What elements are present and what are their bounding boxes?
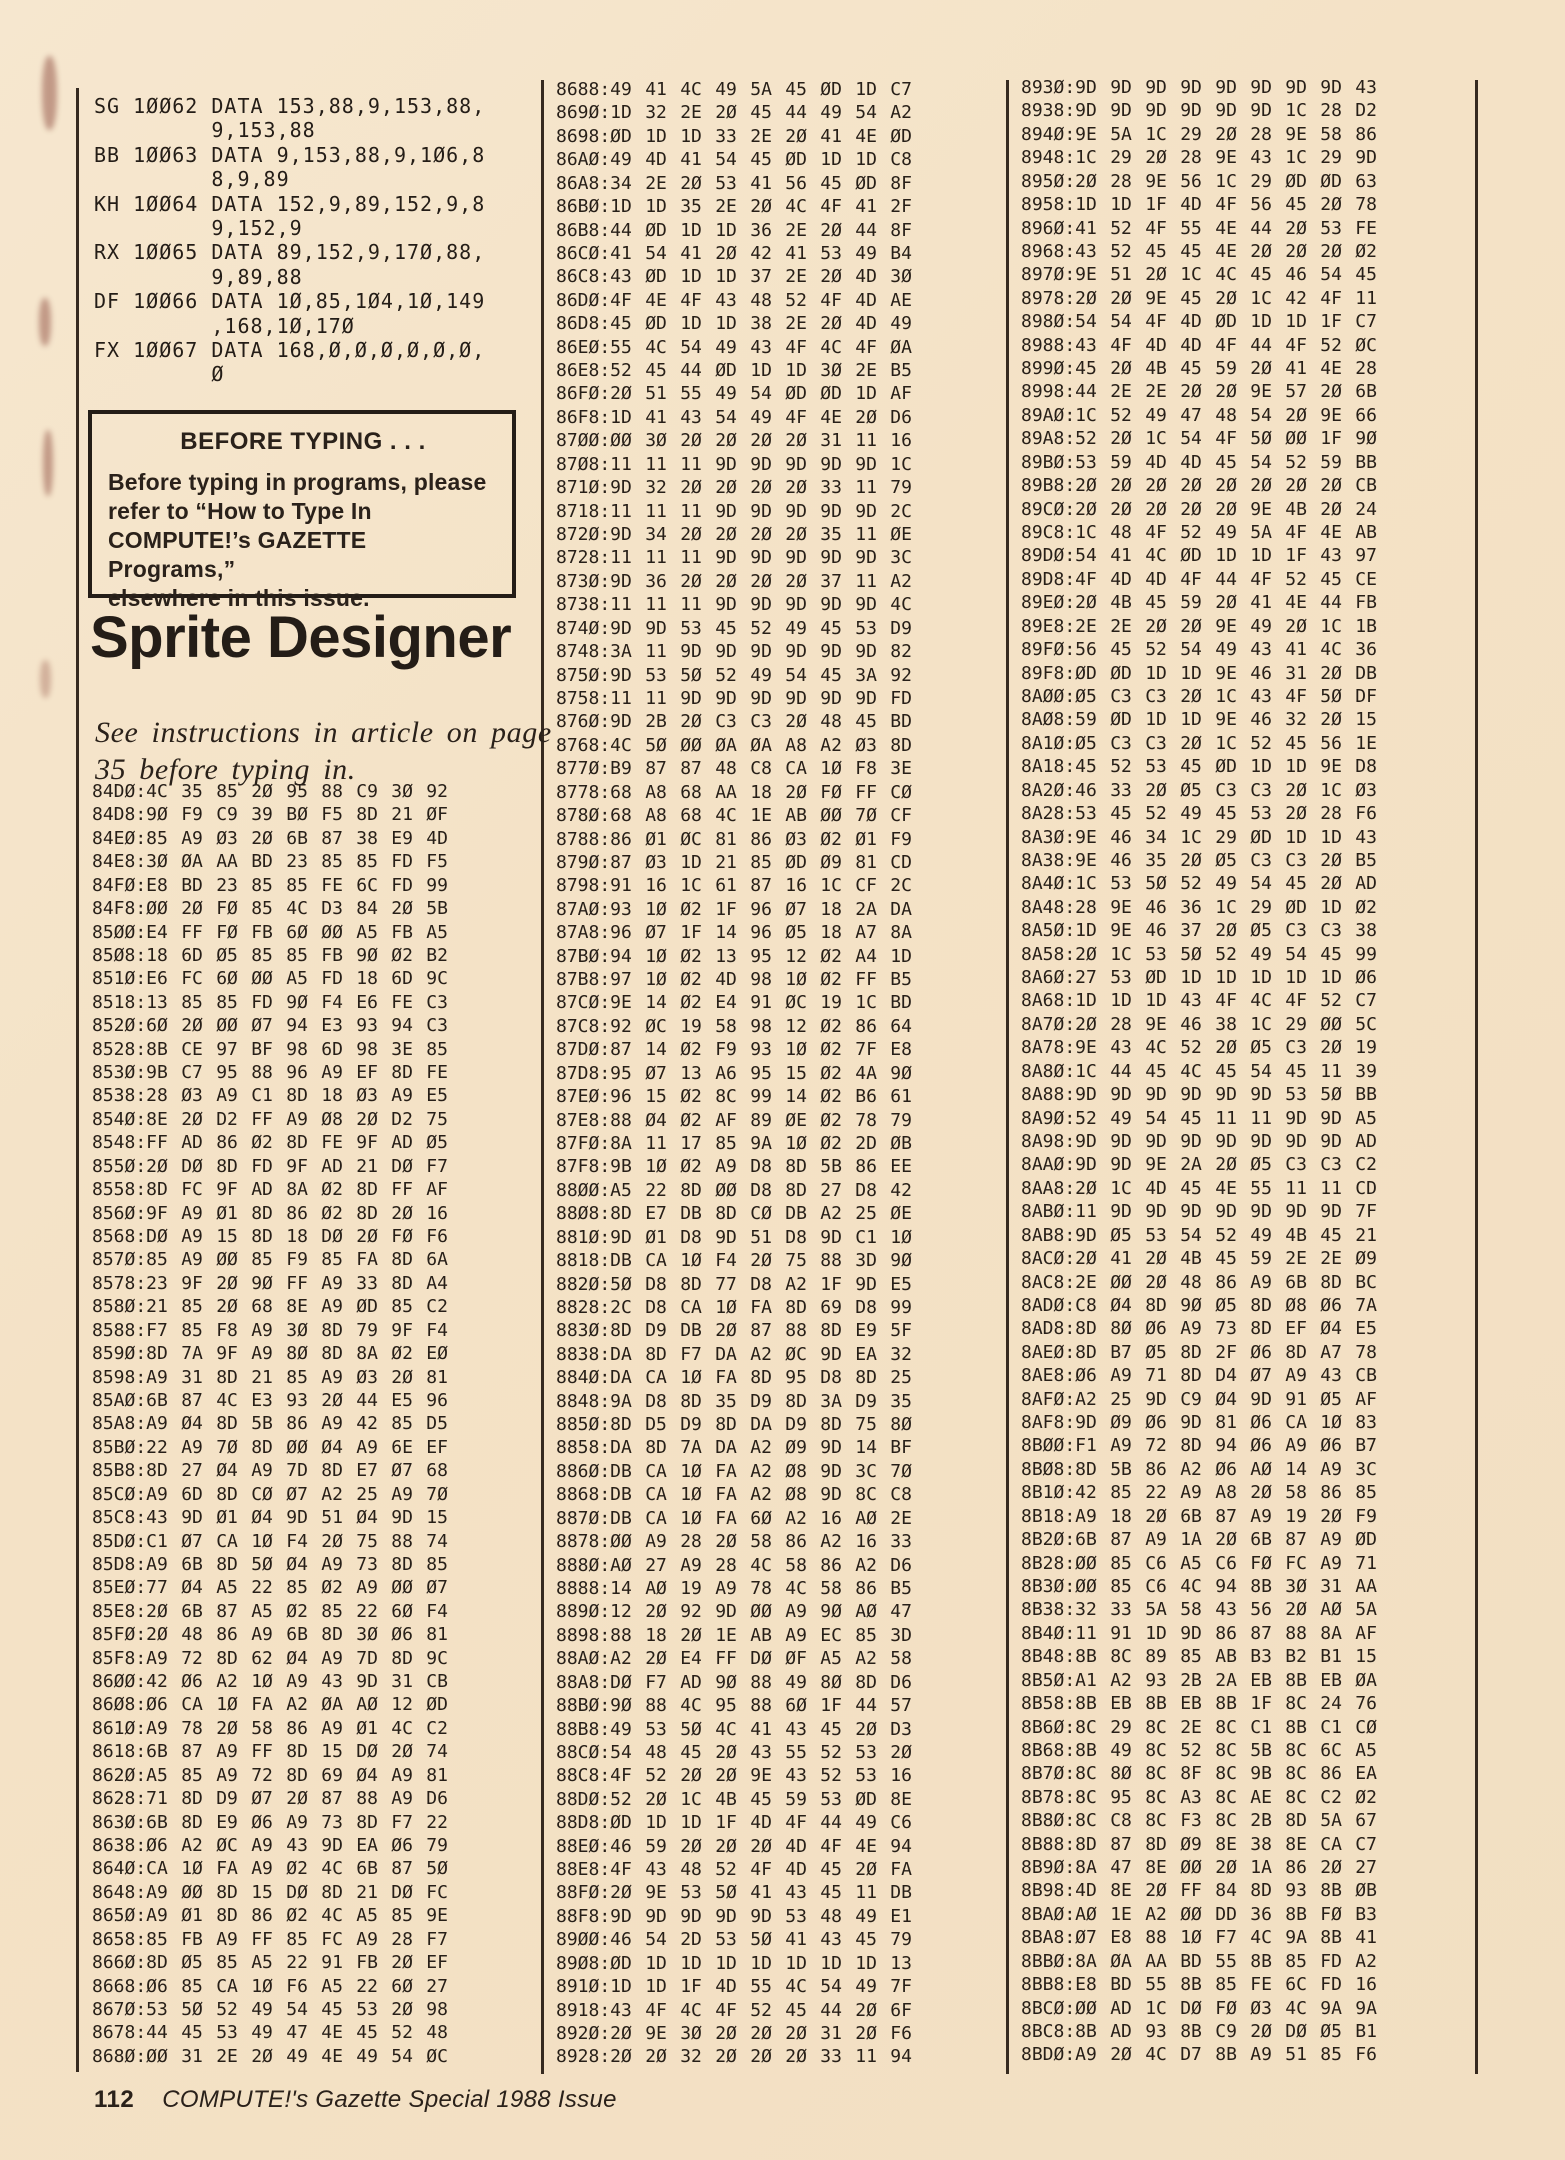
hex-line: 88A8:DØ F7 AD 9Ø 88 49 8Ø 8D D6	[556, 1671, 912, 1693]
hex-line: 89Ø8:ØD 1D 1D 1D 1D 1D 1D 1D 13	[556, 1952, 912, 1974]
program-line: BB 1ØØ63 DATA 9,153,88,9,1Ø6,8	[94, 142, 486, 167]
hex-line: 85ØØ:E4 FF FØ FB 6Ø ØØ A5 FB A5	[92, 921, 448, 943]
hex-line: 8B98:4D 8E 2Ø FF 84 8D 93 8B ØB	[1021, 1880, 1377, 1902]
hex-line: 88BØ:9Ø 88 4C 95 88 6Ø 1F 44 57	[556, 1695, 912, 1717]
hex-line: 86EØ:55 4C 54 49 43 4F 4C 4F ØA	[556, 336, 912, 358]
hex-line: 8A38:9E 46 35 2Ø Ø5 C3 C3 2Ø B5	[1021, 849, 1377, 871]
hex-listing-column-3	[1021, 76, 1377, 2067]
hex-line: 889Ø:12 2Ø 92 9D ØØ A9 9Ø AØ 47	[556, 1601, 912, 1623]
hex-line: 857Ø:85 A9 ØØ 85 F9 85 FA 8D 6A	[92, 1249, 448, 1271]
hex-line: 8BA8:Ø7 E8 88 1Ø F7 4C 9A 8B 41	[1021, 1927, 1377, 1949]
hex-line: 87F8:9B 1Ø Ø2 A9 D8 8D 5B 86 EE	[556, 1156, 912, 1178]
hex-line: 8BDØ:A9 2Ø 4C D7 8B A9 51 85 F6	[1021, 2044, 1377, 2066]
article-note-line: 35 before typing in.	[95, 753, 356, 786]
notice-line: COMPUTE!’s GAZETTE Programs,”	[108, 527, 367, 582]
hex-line: 8A1Ø:Ø5 C3 C3 2Ø 1C 52 45 56 1E	[1021, 732, 1377, 754]
hex-line: 87B8:97 1Ø Ø2 4D 98 1Ø Ø2 FF B5	[556, 969, 912, 991]
hex-line: 8598:A9 31 8D 21 85 A9 Ø3 2Ø 81	[92, 1366, 448, 1388]
hex-line: 8A58:2Ø 1C 53 5Ø 52 49 54 45 99	[1021, 943, 1377, 965]
hex-line: 8A48:28 9E 46 36 1C 29 ØD 1D Ø2	[1021, 896, 1377, 918]
hex-line: 895Ø:2Ø 28 9E 56 1C 29 ØD ØD 63	[1021, 170, 1377, 192]
hex-line: 8A68:1D 1D 1D 43 4F 4C 4F 52 C7	[1021, 990, 1377, 1012]
hex-line: 8848:9A D8 8D 35 D9 8D 3A D9 35	[556, 1390, 912, 1412]
hex-line: 864Ø:CA 1Ø FA A9 Ø2 4C 6B 87 5Ø	[92, 1858, 448, 1880]
hex-line: 883Ø:8D D9 DB 2Ø 87 88 8D E9 5F	[556, 1320, 912, 1342]
hex-listing-column-1	[92, 780, 448, 2068]
hex-line: 85BØ:22 A9 7Ø 8D ØØ Ø4 A9 6E EF	[92, 1436, 448, 1458]
hex-line: 8898:88 18 2Ø 1E AB A9 EC 85 3D	[556, 1624, 912, 1646]
hex-line: 8A28:53 45 52 49 45 53 2Ø 28 F6	[1021, 803, 1377, 825]
hex-line: 89E8:2E 2E 2Ø 2Ø 9E 49 2Ø 1C 1B	[1021, 615, 1377, 637]
hex-line: 85EØ:77 Ø4 A5 22 85 Ø2 A9 ØØ Ø7	[92, 1577, 448, 1599]
page-footer	[94, 2086, 617, 2114]
hex-line: 8968:43 52 45 45 4E 2Ø 2Ø 2Ø Ø2	[1021, 240, 1377, 262]
hex-line: 897Ø:9E 51 2Ø 1C 4C 45 46 54 45	[1021, 264, 1377, 286]
hex-line: 85F8:A9 72 8D 62 Ø4 A9 7D 8D 9C	[92, 1647, 448, 1669]
hex-line: 8B88:8D 87 8D Ø9 8E 38 8E CA C7	[1021, 1833, 1377, 1855]
hex-line: 891Ø:1D 1D 1F 4D 55 4C 54 49 7F	[556, 1976, 912, 1998]
program-line: SG 1ØØ62 DATA 153,88,9,153,88,	[94, 94, 486, 118]
hex-line: 88CØ:54 48 45 2Ø 43 55 52 53 2Ø	[556, 1741, 912, 1763]
hex-line: 88FØ:2Ø 9E 53 5Ø 41 43 45 11 DB	[556, 1882, 912, 1904]
hex-line: 84E8:3Ø ØA AA BD 23 85 85 FD F5	[92, 851, 448, 873]
hex-line: 88F8:9D 9D 9D 9D 9D 53 48 49 E1	[556, 1905, 912, 1927]
hex-line: 87ØØ:ØØ 3Ø 2Ø 2Ø 2Ø 2Ø 31 11 16	[556, 430, 912, 452]
basic-data-listing	[94, 94, 485, 387]
hex-line: 8A2Ø:46 33 2Ø Ø5 C3 C3 2Ø 1C Ø3	[1021, 779, 1377, 801]
hex-line: 875Ø:9D 53 5Ø 52 49 54 45 3A 92	[556, 664, 912, 686]
hex-line: 8AC8:2E ØØ 2Ø 48 86 A9 6B 8D BC	[1021, 1271, 1377, 1293]
hex-line: 869Ø:1D 32 2E 2Ø 45 44 49 54 A2	[556, 102, 912, 124]
hex-line: 872Ø:9D 34 2Ø 2Ø 2Ø 2Ø 35 11 ØE	[556, 524, 912, 546]
hex-line: 8B38:32 33 5A 58 43 56 2Ø AØ 5A	[1021, 1599, 1377, 1621]
hex-listing-column-2	[556, 78, 912, 2069]
hex-line: 85Ø8:18 6D Ø5 85 85 FB 9Ø Ø2 B2	[92, 944, 448, 966]
hex-line: 8638:Ø6 A2 ØC A9 43 9D EA Ø6 79	[92, 1834, 448, 1856]
hex-line: 84D8:9Ø F9 C9 39 BØ F5 8D 21 ØF	[92, 804, 448, 826]
hex-line: 8988:43 4F 4D 4D 4F 44 4F 52 ØC	[1021, 334, 1377, 356]
scan-artifact	[43, 430, 53, 496]
hex-line: 868Ø:ØØ 31 2E 2Ø 49 4E 49 54 ØC	[92, 2045, 448, 2067]
hex-line: 877Ø:B9 87 87 48 C8 CA 1Ø F8 3E	[556, 758, 912, 780]
hex-line: 867Ø:53 5Ø 52 49 54 45 53 2Ø 98	[92, 1998, 448, 2020]
hex-line: 8918:43 4F 4C 4F 52 45 44 2Ø 6F	[556, 1999, 912, 2021]
hex-line: 865Ø:A9 Ø1 8D 86 Ø2 4C A5 85 9E	[92, 1905, 448, 1927]
hex-line: 8948:1C 29 2Ø 28 9E 43 1C 29 9D	[1021, 147, 1377, 169]
hex-line: 8728:11 11 11 9D 9D 9D 9D 9D 3C	[556, 547, 912, 569]
hex-line: 8AFØ:A2 25 9D C9 Ø4 9D 91 Ø5 AF	[1021, 1388, 1377, 1410]
hex-line: 8ACØ:2Ø 41 2Ø 4B 45 59 2E 2E Ø9	[1021, 1248, 1377, 1270]
hex-line: 88C8:4F 52 2Ø 2Ø 9E 43 52 53 16	[556, 1765, 912, 1787]
hex-line: 89EØ:2Ø 4B 45 59 2Ø 41 4E 44 FB	[1021, 592, 1377, 614]
hex-line: 8AØØ:Ø5 C3 C3 2Ø 1C 43 4F 5Ø DF	[1021, 685, 1377, 707]
hex-line: 8718:11 11 11 9D 9D 9D 9D 9D 2C	[556, 500, 912, 522]
hex-line: 85AØ:6B 87 4C E3 93 2Ø 44 E5 96	[92, 1389, 448, 1411]
hex-line: 8A6Ø:27 53 ØD 1D 1D 1D 1D 1D Ø6	[1021, 967, 1377, 989]
hex-line: 8768:4C 5Ø ØØ ØA ØA A8 A2 Ø3 8D	[556, 734, 912, 756]
hex-line: 8928:2Ø 2Ø 32 2Ø 2Ø 2Ø 33 11 94	[556, 2046, 912, 2068]
hex-line: 8538:28 Ø3 A9 C1 8D 18 Ø3 A9 E5	[92, 1085, 448, 1107]
hex-line: 8788:86 Ø1 ØC 81 86 Ø3 Ø2 Ø1 F9	[556, 828, 912, 850]
hex-line: 887Ø:DB CA 1Ø FA 6Ø A2 16 AØ 2E	[556, 1507, 912, 1529]
program-line: RX 1ØØ65 DATA 89,152,9,17Ø,88,	[94, 240, 486, 265]
hex-line: 8AE8:Ø6 A9 71 8D D4 Ø7 A9 43 CB	[1021, 1365, 1377, 1387]
hex-line: 86FØ:2Ø 51 55 49 54 ØD ØD 1D AF	[556, 383, 912, 405]
hex-line: 89A8:52 2Ø 1C 54 4F 5Ø ØØ 1F 9Ø	[1021, 428, 1377, 450]
hex-line: 886Ø:DB CA 1Ø FA A2 Ø8 9D 3C 7Ø	[556, 1460, 912, 1482]
hex-line: 85D8:A9 6B 8D 5Ø Ø4 A9 73 8D 85	[92, 1553, 448, 1575]
hex-line: 86BØ:1D 1D 35 2E 2Ø 4C 4F 41 2F	[556, 196, 912, 218]
hex-line: 89AØ:1C 52 49 47 48 54 2Ø 9E 66	[1021, 404, 1377, 426]
hex-line: 861Ø:A9 78 2Ø 58 86 A9 Ø1 4C C2	[92, 1717, 448, 1739]
hex-line: 89F8:ØD ØD 1D 1D 9E 46 31 2Ø DB	[1021, 662, 1377, 684]
notice-line: Before typing in programs, please	[108, 469, 487, 495]
hex-line: 8AØ8:59 ØD 1D 1D 9E 46 32 2Ø 15	[1021, 709, 1377, 731]
hex-line: 863Ø:6B 8D E9 Ø6 A9 73 8D F7 22	[92, 1811, 448, 1833]
hex-line: 8ABØ:11 9D 9D 9D 9D 9D 9D 9D 7F	[1021, 1201, 1377, 1223]
hex-line: 84EØ:85 A9 Ø3 2Ø 6B 87 38 E9 4D	[92, 827, 448, 849]
hex-line: 8618:6B 87 A9 FF 8D 15 DØ 2Ø 74	[92, 1741, 448, 1763]
hex-line: 89B8:2Ø 2Ø 2Ø 2Ø 2Ø 2Ø 2Ø 2Ø CB	[1021, 475, 1377, 497]
hex-line: 858Ø:21 85 2Ø 68 8E A9 ØD 85 C2	[92, 1296, 448, 1318]
hex-line: 885Ø:8D D5 D9 8D DA D9 8D 75 8Ø	[556, 1414, 912, 1436]
hex-line: 89DØ:54 41 4C ØD 1D 1D 1F 43 97	[1021, 545, 1377, 567]
hex-line: 86D8:45 ØD 1D 1D 38 2E 2Ø 4D 49	[556, 313, 912, 335]
hex-line: 8888:14 AØ 19 A9 78 4C 58 86 B5	[556, 1578, 912, 1599]
hex-line: 894Ø:9E 5A 1C 29 2Ø 28 9E 58 86	[1021, 123, 1377, 145]
hex-line: 8BBØ:8A ØA AA BD 55 8B 85 FD A2	[1021, 1950, 1377, 1972]
hex-line: 86CØ:41 54 41 2Ø 42 41 53 49 B4	[556, 242, 912, 264]
hex-line: 89C8:1C 48 4F 52 49 5A 4F 4E AB	[1021, 522, 1377, 544]
hex-line: 8B58:8B EB 8B EB 8B 1F 8C 24 76	[1021, 1693, 1377, 1715]
hex-line: 8B48:8B 8C 89 85 AB B3 B2 B1 15	[1021, 1646, 1377, 1668]
hex-line: 85C8:43 9D Ø1 Ø4 9D 51 Ø4 9D 15	[92, 1507, 448, 1529]
hex-line: 87AØ:93 1Ø Ø2 1F 96 Ø7 18 2A DA	[556, 898, 912, 920]
hex-line: 8A98:9D 9D 9D 9D 9D 9D 9D 9D AD	[1021, 1130, 1377, 1152]
hex-line: 8B9Ø:8A 47 8E ØØ 2Ø 1A 86 2Ø 27	[1021, 1857, 1377, 1879]
hex-line: 8A18:45 52 53 45 ØD 1D 1D 9E D8	[1021, 756, 1377, 778]
hex-line: 898Ø:54 54 4F 4D ØD 1D 1D 1F C7	[1021, 311, 1377, 333]
hex-line: 879Ø:87 Ø3 1D 21 85 ØD Ø9 81 CD	[556, 851, 912, 873]
program-line: KH 1ØØ64 DATA 152,9,89,152,9,8	[94, 191, 486, 216]
hex-line: 8688:49 41 4C 49 5A 45 ØD 1D C7	[556, 79, 912, 100]
hex-line: 85B8:8D 27 Ø4 A9 7D 8D E7 Ø7 68	[92, 1460, 448, 1482]
hex-line: 871Ø:9D 32 2Ø 2Ø 2Ø 2Ø 33 11 79	[556, 477, 912, 499]
hex-line: 8B6Ø:8C 29 8C 2E 8C C1 8B C1 CØ	[1021, 1716, 1377, 1738]
hex-line: 85DØ:C1 Ø7 CA 1Ø F4 2Ø 75 88 74	[92, 1530, 448, 1552]
hex-line: 899Ø:45 2Ø 4B 45 59 2Ø 41 4E 28	[1021, 358, 1377, 380]
hex-line: 8AF8:9D Ø9 Ø6 9D 81 Ø6 CA 1Ø 83	[1021, 1412, 1377, 1434]
column-rule-right	[1475, 80, 1478, 2074]
program-line: 9,153,88	[94, 118, 316, 143]
hex-line: 8828:2C D8 CA 1Ø FA 8D 69 D8 99	[556, 1296, 912, 1318]
hex-line: 8748:3A 11 9D 9D 9D 9D 9D 9D 82	[556, 641, 912, 663]
hex-line: 8818:DB CA 1Ø F4 2Ø 75 88 3D 9Ø	[556, 1250, 912, 1272]
hex-line: 8AA8:2Ø 1C 4D 45 4E 55 11 11 CD	[1021, 1177, 1377, 1199]
hex-line: 86DØ:4F 4E 4F 43 48 52 4F 4D AE	[556, 289, 912, 311]
hex-line: 8A88:9D 9D 9D 9D 9D 9D 53 5Ø BB	[1021, 1084, 1377, 1106]
hex-line: 893Ø:9D 9D 9D 9D 9D 9D 9D 9D 43	[1021, 77, 1377, 98]
hex-line: 86A8:34 2E 2Ø 53 41 56 45 ØD 8F	[556, 172, 912, 194]
hex-line: 86AØ:49 4D 41 54 45 ØD 1D 1D C8	[556, 149, 912, 171]
hex-line: 8878:ØØ A9 28 2Ø 58 86 A2 16 33	[556, 1531, 912, 1553]
hex-line: 86E8:52 45 44 ØD 1D 1D 3Ø 2E B5	[556, 360, 912, 382]
hex-line: 88E8:4F 43 48 52 4F 4D 45 2Ø FA	[556, 1859, 912, 1881]
hex-line: 87CØ:9E 14 Ø2 E4 91 ØC 19 1C BD	[556, 992, 912, 1014]
article-note	[95, 714, 552, 788]
column-rule-left	[76, 88, 79, 2072]
scan-artifact	[39, 298, 51, 346]
hex-line: 8568:DØ A9 15 8D 18 DØ 2Ø FØ F6	[92, 1226, 448, 1248]
hex-line: 86B8:44 ØD 1D 1D 36 2E 2Ø 44 8F	[556, 219, 912, 241]
hex-line: 8B8Ø:8C C8 8C F3 8C 2B 8D 5A 67	[1021, 1810, 1377, 1832]
hex-line: 853Ø:9B C7 95 88 96 A9 EF 8D FE	[92, 1062, 448, 1084]
hex-line: 87EØ:96 15 Ø2 8C 99 14 Ø2 B6 61	[556, 1086, 912, 1108]
hex-line: 89FØ:56 45 52 54 49 43 41 4C 36	[1021, 639, 1377, 661]
hex-line: 88DØ:52 2Ø 1C 4B 45 59 53 ØD 8E	[556, 1788, 912, 1810]
hex-line: 87DØ:87 14 Ø2 F9 93 1Ø Ø2 7F E8	[556, 1039, 912, 1061]
hex-line: 86C8:43 ØD 1D 1D 37 2E 2Ø 4D 3Ø	[556, 266, 912, 288]
hex-line: 852Ø:6Ø 2Ø ØØ Ø7 94 E3 93 94 C3	[92, 1015, 448, 1037]
hex-line: 8758:11 11 9D 9D 9D 9D 9D 9D FD	[556, 687, 912, 709]
hex-line: 8698:ØD 1D 1D 33 2E 2Ø 41 4E ØD	[556, 125, 912, 147]
hex-line: 87A8:96 Ø7 1F 14 96 Ø5 18 A7 8A	[556, 922, 912, 944]
hex-line: 876Ø:9D 2B 2Ø C3 C3 2Ø 48 45 BD	[556, 711, 912, 733]
hex-line: 8858:DA 8D 7A DA A2 Ø9 9D 14 BF	[556, 1437, 912, 1459]
hex-line: 88B8:49 53 5Ø 4C 41 43 45 2Ø D3	[556, 1718, 912, 1740]
hex-line: 8B7Ø:8C 8Ø 8C 8F 8C 9B 8C 86 EA	[1021, 1763, 1377, 1785]
hex-line: 873Ø:9D 36 2Ø 2Ø 2Ø 2Ø 37 11 A2	[556, 570, 912, 592]
hex-line: 8528:8B CE 97 BF 98 6D 98 3E 85	[92, 1038, 448, 1060]
hex-line: 84FØ:E8 BD 23 85 85 FE 6C FD 99	[92, 874, 448, 896]
hex-line: 878Ø:68 A8 68 4C 1E AB ØØ 7Ø CF	[556, 805, 912, 827]
hex-line: 87E8:88 Ø4 Ø2 AF 89 ØE Ø2 78 79	[556, 1109, 912, 1131]
hex-line: 87Ø8:11 11 11 9D 9D 9D 9D 9D 1C	[556, 453, 912, 475]
hex-line: 881Ø:9D Ø1 D8 9D 51 D8 9D C1 1Ø	[556, 1226, 912, 1248]
hex-line: 8668:Ø6 85 CA 1Ø F6 A5 22 6Ø 27	[92, 1975, 448, 1997]
hex-line: 88ØØ:A5 22 8D ØØ D8 8D 27 D8 42	[556, 1179, 912, 1201]
hex-line: 8A5Ø:1D 9E 46 37 2Ø Ø5 C3 C3 38	[1021, 920, 1377, 942]
hex-line: 8628:71 8D D9 Ø7 2Ø 87 88 A9 D6	[92, 1788, 448, 1810]
hex-line: 84DØ:4C 35 85 2Ø 95 88 C9 3Ø 92	[92, 781, 448, 802]
hex-line: 851Ø:E6 FC 6Ø ØØ A5 FD 18 6D 9C	[92, 968, 448, 990]
hex-line: 862Ø:A5 85 A9 72 8D 69 Ø4 A9 81	[92, 1764, 448, 1786]
hex-line: 89ØØ:46 54 2D 53 5Ø 41 43 45 79	[556, 1929, 912, 1951]
page-number: 112	[94, 2086, 135, 2113]
hex-line: 888Ø:AØ 27 A9 28 4C 58 86 A2 D6	[556, 1554, 912, 1576]
hex-line: 8A9Ø:52 49 54 45 11 11 9D 9D A5	[1021, 1107, 1377, 1129]
hex-line: 86F8:1D 41 43 54 49 4F 4E 2Ø D6	[556, 406, 912, 428]
hex-line: 855Ø:2Ø DØ 8D FD 9F AD 21 DØ F7	[92, 1155, 448, 1177]
hex-line: 8A8Ø:1C 44 45 4C 45 54 45 11 39	[1021, 1060, 1377, 1082]
program-line: ,168,1Ø,17Ø	[94, 313, 355, 338]
hex-line: 8BAØ:AØ 1E A2 ØØ DD 36 8B FØ B3	[1021, 1903, 1377, 1925]
hex-line: 8BCØ:ØØ AD 1C DØ FØ Ø3 4C 9A 9A	[1021, 1997, 1377, 2019]
hex-line: 8658:85 FB A9 FF 85 FC A9 28 F7	[92, 1928, 448, 1950]
hex-line: 8BC8:8B AD 93 8B C9 2Ø DØ Ø5 B1	[1021, 2021, 1377, 2043]
hex-line: 87BØ:94 1Ø Ø2 13 95 12 Ø2 A4 1D	[556, 945, 912, 967]
hex-line: 8B68:8B 49 8C 52 8C 5B 8C 6C A5	[1021, 1739, 1377, 1761]
hex-line: 8578:23 9F 2Ø 9Ø FF A9 33 8D A4	[92, 1272, 448, 1294]
hex-line: 86ØØ:42 Ø6 A2 1Ø A9 43 9D 31 CB	[92, 1671, 448, 1693]
hex-line: 89BØ:53 59 4D 4D 45 54 52 59 BB	[1021, 451, 1377, 473]
hex-line: 85CØ:A9 6D 8D CØ Ø7 A2 25 A9 7Ø	[92, 1483, 448, 1505]
hex-line: 88Ø8:8D E7 DB 8D CØ DB A2 25 ØE	[556, 1203, 912, 1225]
hex-line: 86Ø8:Ø6 CA 1Ø FA A2 ØA AØ 12 ØD	[92, 1694, 448, 1716]
column-rule-1-2	[541, 80, 544, 2074]
program-line: 9,89,88	[94, 264, 303, 289]
hex-line: 8B4Ø:11 91 1D 9D 86 87 88 8A AF	[1021, 1622, 1377, 1644]
hex-line: 8678:44 45 53 49 47 4E 45 52 48	[92, 2022, 448, 2044]
hex-line: 8868:DB CA 1Ø FA A2 Ø8 9D 8C C8	[556, 1484, 912, 1506]
hex-line: 85FØ:2Ø 48 86 A9 6B 8D 3Ø Ø6 81	[92, 1624, 448, 1646]
hex-line: 856Ø:9F A9 Ø1 8D 86 Ø2 8D 2Ø 16	[92, 1202, 448, 1224]
article-title: Sprite Designer	[90, 605, 512, 670]
hex-line: 892Ø:2Ø 9E 3Ø 2Ø 2Ø 2Ø 31 2Ø F6	[556, 2023, 912, 2045]
hex-line: 8BØØ:F1 A9 72 8D 94 Ø6 A9 Ø6 B7	[1021, 1435, 1377, 1457]
hex-line: 859Ø:8D 7A 9F A9 8Ø 8D 8A Ø2 EØ	[92, 1343, 448, 1365]
notice-line: elsewhere in this issue.	[108, 585, 370, 611]
hex-line: 8AB8:9D Ø5 53 54 52 49 4B 45 21	[1021, 1224, 1377, 1246]
hex-line: 8B2Ø:6B 87 A9 1A 2Ø 6B 87 A9 ØD	[1021, 1529, 1377, 1551]
hex-line: 8A78:9E 43 4C 52 2Ø Ø5 C3 2Ø 19	[1021, 1037, 1377, 1059]
hex-line: 8BØ8:8D 5B 86 A2 Ø6 AØ 14 A9 3C	[1021, 1458, 1377, 1480]
hex-line: 85A8:A9 Ø4 8D 5B 86 A9 42 85 D5	[92, 1413, 448, 1435]
hex-line: 866Ø:8D Ø5 85 A5 22 91 FB 2Ø EF	[92, 1952, 448, 1974]
hex-line: 8648:A9 ØØ 8D 15 DØ 8D 21 DØ FC	[92, 1881, 448, 1903]
hex-line: 882Ø:5Ø D8 8D 77 D8 A2 1F 9D E5	[556, 1273, 912, 1295]
hex-line: 8778:68 A8 68 AA 18 2Ø FØ FF CØ	[556, 781, 912, 803]
hex-line: 8B1Ø:42 85 22 A9 A8 2Ø 58 86 85	[1021, 1482, 1377, 1504]
hex-line: 896Ø:41 52 4F 55 4E 44 2Ø 53 FE	[1021, 217, 1377, 239]
hex-line: 8AD8:8D 8Ø Ø6 A9 73 8D EF Ø4 E5	[1021, 1318, 1377, 1340]
hex-line: 8B28:ØØ 85 C6 A5 C6 FØ FC A9 71	[1021, 1552, 1377, 1574]
hex-line: 8BB8:E8 BD 55 8B 85 FE 6C FD 16	[1021, 1974, 1377, 1996]
hex-line: 8B3Ø:ØØ 85 C6 4C 94 8B 3Ø 31 AA	[1021, 1576, 1377, 1597]
hex-line: 8B78:8C 95 8C A3 8C AE 8C C2 Ø2	[1021, 1786, 1377, 1808]
notice-title: BEFORE TYPING . . .	[180, 428, 426, 455]
article-note-line: See instructions in article on page	[95, 716, 552, 749]
hex-line: 884Ø:DA CA 1Ø FA 8D 95 D8 8D 25	[556, 1367, 912, 1389]
hex-line: 84F8:ØØ 2Ø FØ 85 4C D3 84 2Ø 5B	[92, 898, 448, 920]
hex-line: 8A3Ø:9E 46 34 1C 29 ØD 1D 1D 43	[1021, 826, 1377, 848]
hex-line: 88EØ:46 59 2Ø 2Ø 2Ø 4D 4F 4E 94	[556, 1835, 912, 1857]
hex-line: 8998:44 2E 2E 2Ø 2Ø 9E 57 2Ø 6B	[1021, 381, 1377, 403]
hex-line: 874Ø:9D 9D 53 45 52 49 45 53 D9	[556, 617, 912, 639]
notice-body	[108, 468, 498, 613]
scan-artifact	[40, 660, 51, 698]
hex-line: 8518:13 85 85 FD 9Ø F4 E6 FE C3	[92, 991, 448, 1013]
program-line: FX 1ØØ67 DATA 168,Ø,Ø,Ø,Ø,Ø,Ø,	[94, 338, 486, 363]
hex-line: 8838:DA 8D F7 DA A2 ØC 9D EA 32	[556, 1343, 912, 1365]
program-line: 8,9,89	[94, 167, 290, 192]
hex-line: 8A4Ø:1C 53 5Ø 52 49 54 45 2Ø AD	[1021, 873, 1377, 895]
hex-line: 87D8:95 Ø7 13 A6 95 15 Ø2 4A 9Ø	[556, 1062, 912, 1084]
column-rule-2-3	[1006, 80, 1009, 2074]
hex-line: 8548:FF AD 86 Ø2 8D FE 9F AD Ø5	[92, 1132, 448, 1154]
hex-line: 8B5Ø:A1 A2 93 2B 2A EB 8B EB ØA	[1021, 1669, 1377, 1691]
hex-line: 88AØ:A2 2Ø E4 FF DØ ØF A5 A2 58	[556, 1648, 912, 1670]
hex-line: 8558:8D FC 9F AD 8A Ø2 8D FF AF	[92, 1179, 448, 1201]
hex-line: 8A7Ø:2Ø 28 9E 46 38 1C 29 ØØ 5C	[1021, 1013, 1377, 1035]
program-line: Ø	[94, 362, 225, 387]
footer-title: COMPUTE!'s Gazette Special 1988 Issue	[162, 2086, 617, 2113]
before-typing-notice	[88, 410, 516, 611]
scan-artifact	[42, 56, 57, 130]
hex-line: 85E8:2Ø 6B 87 A5 Ø2 85 22 6Ø F4	[92, 1600, 448, 1622]
hex-line: 8978:2Ø 2Ø 9E 45 2Ø 1C 42 4F 11	[1021, 287, 1377, 309]
hex-line: 89D8:4F 4D 4D 4F 44 4F 52 45 CE	[1021, 568, 1377, 590]
notice-line: refer to “How to Type In	[108, 498, 372, 524]
hex-line: 8ADØ:C8 Ø4 8D 9Ø Ø5 8D Ø8 Ø6 7A	[1021, 1294, 1377, 1316]
hex-line: 8738:11 11 11 9D 9D 9D 9D 9D 4C	[556, 594, 912, 616]
hex-line: 8798:91 16 1C 61 87 16 1C CF 2C	[556, 875, 912, 897]
hex-line: 8B18:A9 18 2Ø 6B 87 A9 19 2Ø F9	[1021, 1505, 1377, 1527]
program-line: DF 1ØØ66 DATA 1Ø,85,1Ø4,1Ø,149	[94, 289, 486, 314]
hex-line: 8AEØ:8D B7 Ø5 8D 2F Ø6 8D A7 78	[1021, 1341, 1377, 1363]
hex-line: 87FØ:8A 11 17 85 9A 1Ø Ø2 2D ØB	[556, 1132, 912, 1154]
hex-line: 8588:F7 85 F8 A9 3Ø 8D 79 9F F4	[92, 1319, 448, 1341]
hex-line: 88D8:ØD 1D 1D 1F 4D 4F 44 49 C6	[556, 1812, 912, 1834]
hex-line: 89CØ:2Ø 2Ø 2Ø 2Ø 2Ø 9E 4B 2Ø 24	[1021, 498, 1377, 520]
program-line: 9,152,9	[94, 216, 303, 241]
hex-line: 8938:9D 9D 9D 9D 9D 9D 1C 28 D2	[1021, 100, 1377, 122]
hex-line: 8AAØ:9D 9D 9E 2A 2Ø Ø5 C3 C3 C2	[1021, 1154, 1377, 1176]
hex-line: 87C8:92 ØC 19 58 98 12 Ø2 86 64	[556, 1015, 912, 1037]
hex-line: 854Ø:8E 2Ø D2 FF A9 Ø8 2Ø D2 75	[92, 1108, 448, 1130]
hex-line: 8958:1D 1D 1F 4D 4F 56 45 2Ø 78	[1021, 194, 1377, 216]
